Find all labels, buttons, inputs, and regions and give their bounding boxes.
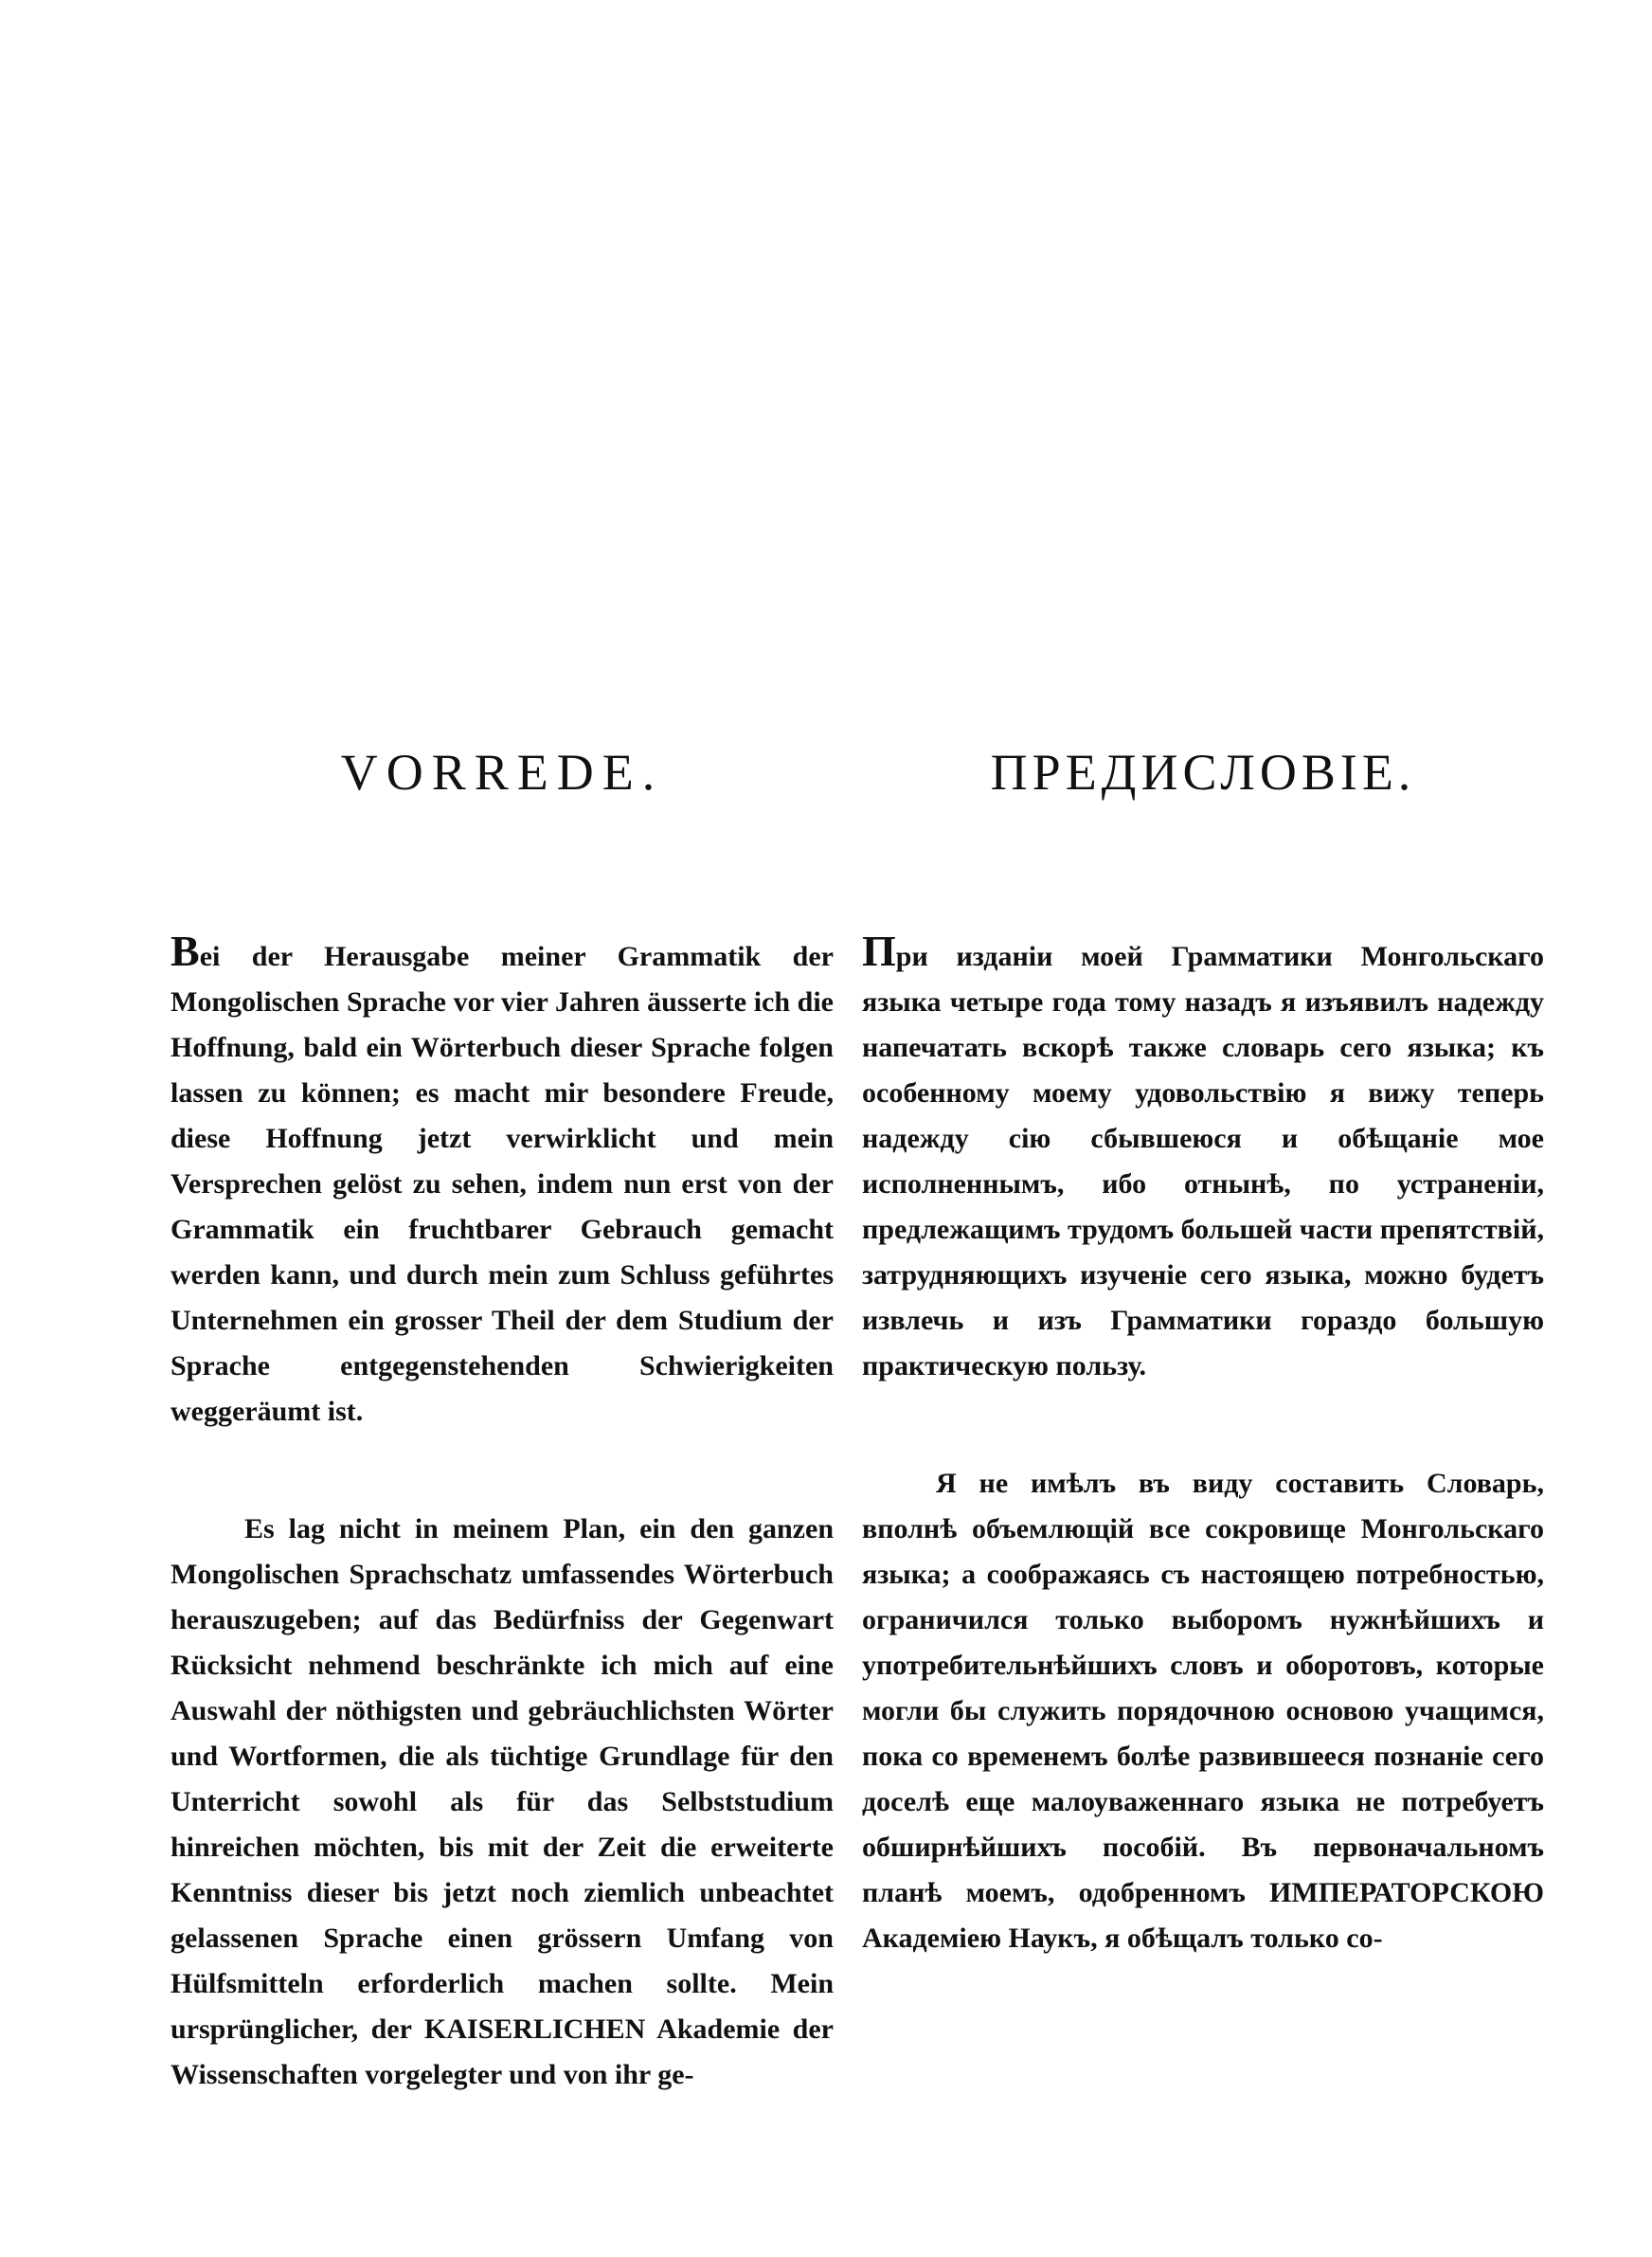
russian-text (862, 929, 1544, 1961)
german-title: VORREDE. (340, 744, 664, 801)
russian-column (862, 720, 1544, 1961)
german-paragraph-1: Bei der Herausgabe meiner Grammatik der Mongolischen Sprache vor vier Jahren äusserte ich die Hoffnung, bald ein Wörterbuch dieser Sprache folgen lassen zu können; es macht mir besondere Freude, diese Hoffnung jetzt verwirklicht und mein Versprechen gelöst zu sehen, indem nun erst von der Grammatik ein fruchtbarer Gebrauch gemacht werden kann, und durch mein zum Schluss geführtes Unternehmen ein grosser Theil der dem Studium der Sprache entgegenstehenden Schwierigkeiten weggeräumt ist. (171, 927, 834, 1427)
german-text (171, 929, 834, 2098)
russian-paragraph-2: Я не имѣлъ въ виду составить Словарь, вполнѣ объемлющій все сокровище Монгольскаго языка; а соображаясь съ настоящею потребностью, ограничился только выборомъ нужнѣйшихъ и употребительнѣйшихъ словъ и оборотовъ, которые могли бы служить порядочною основою учащимся, пока со временемъ болѣе развившееся познаніе сего доселѣ еще малоуваженнаго языка не потребуетъ обширнѣйшихъ пособій. Въ первоначальномъ планѣ моемъ, одобренномъ ИМПЕРАТОРСКОЮ Академіею Наукъ, я обѣщалъ только со- (862, 1468, 1544, 1954)
russian-paragraph-1: При изданіи моей Грамматики Монгольскаго языка четыре года тому назадъ я изъявилъ надежду напечатать вскорѣ также словарь сего языка; къ особенному моему удовольствію я вижу теперь надежду сію сбывшеюся и обѣщаніе мое исполненнымъ, ибо отнынѣ, по устраненіи, предлежащимъ трудомъ большей части препятствій, затрудняющихъ изученіе сего языка, можно будетъ извлечь и изъ Грамматики гораздо большую практическую пользу. (862, 927, 1544, 1381)
russian-title: ПРЕДИСЛОВІЕ. (990, 744, 1416, 801)
german-paragraph-2: Es lag nicht in meinem Plan, ein den ganzen Mongolischen Sprachschatz umfassendes Wörterbuch herauszugeben; auf das Bedürfniss der Gegenwart Rücksicht nehmend beschränkte ich mich auf eine Auswahl der nöthigsten und gebräuchlichsten Wörter und Wortformen, die als tüchtige Grundlage für den Unterricht sowohl als für das Selbststudium hinreichen möchten, bis mit der Zeit die erweiterte Kenntniss dieser bis jetzt noch ziemlich unbeachtet gelassenen Sprache einen grössern Umfang von Hülfsmitteln erforderlich machen sollte. Mein ursprünglicher, der KAISERLICHEN Akademie der Wissenschaften vorgelegter und von ihr ge- (171, 1513, 834, 2090)
german-column (171, 720, 834, 2098)
